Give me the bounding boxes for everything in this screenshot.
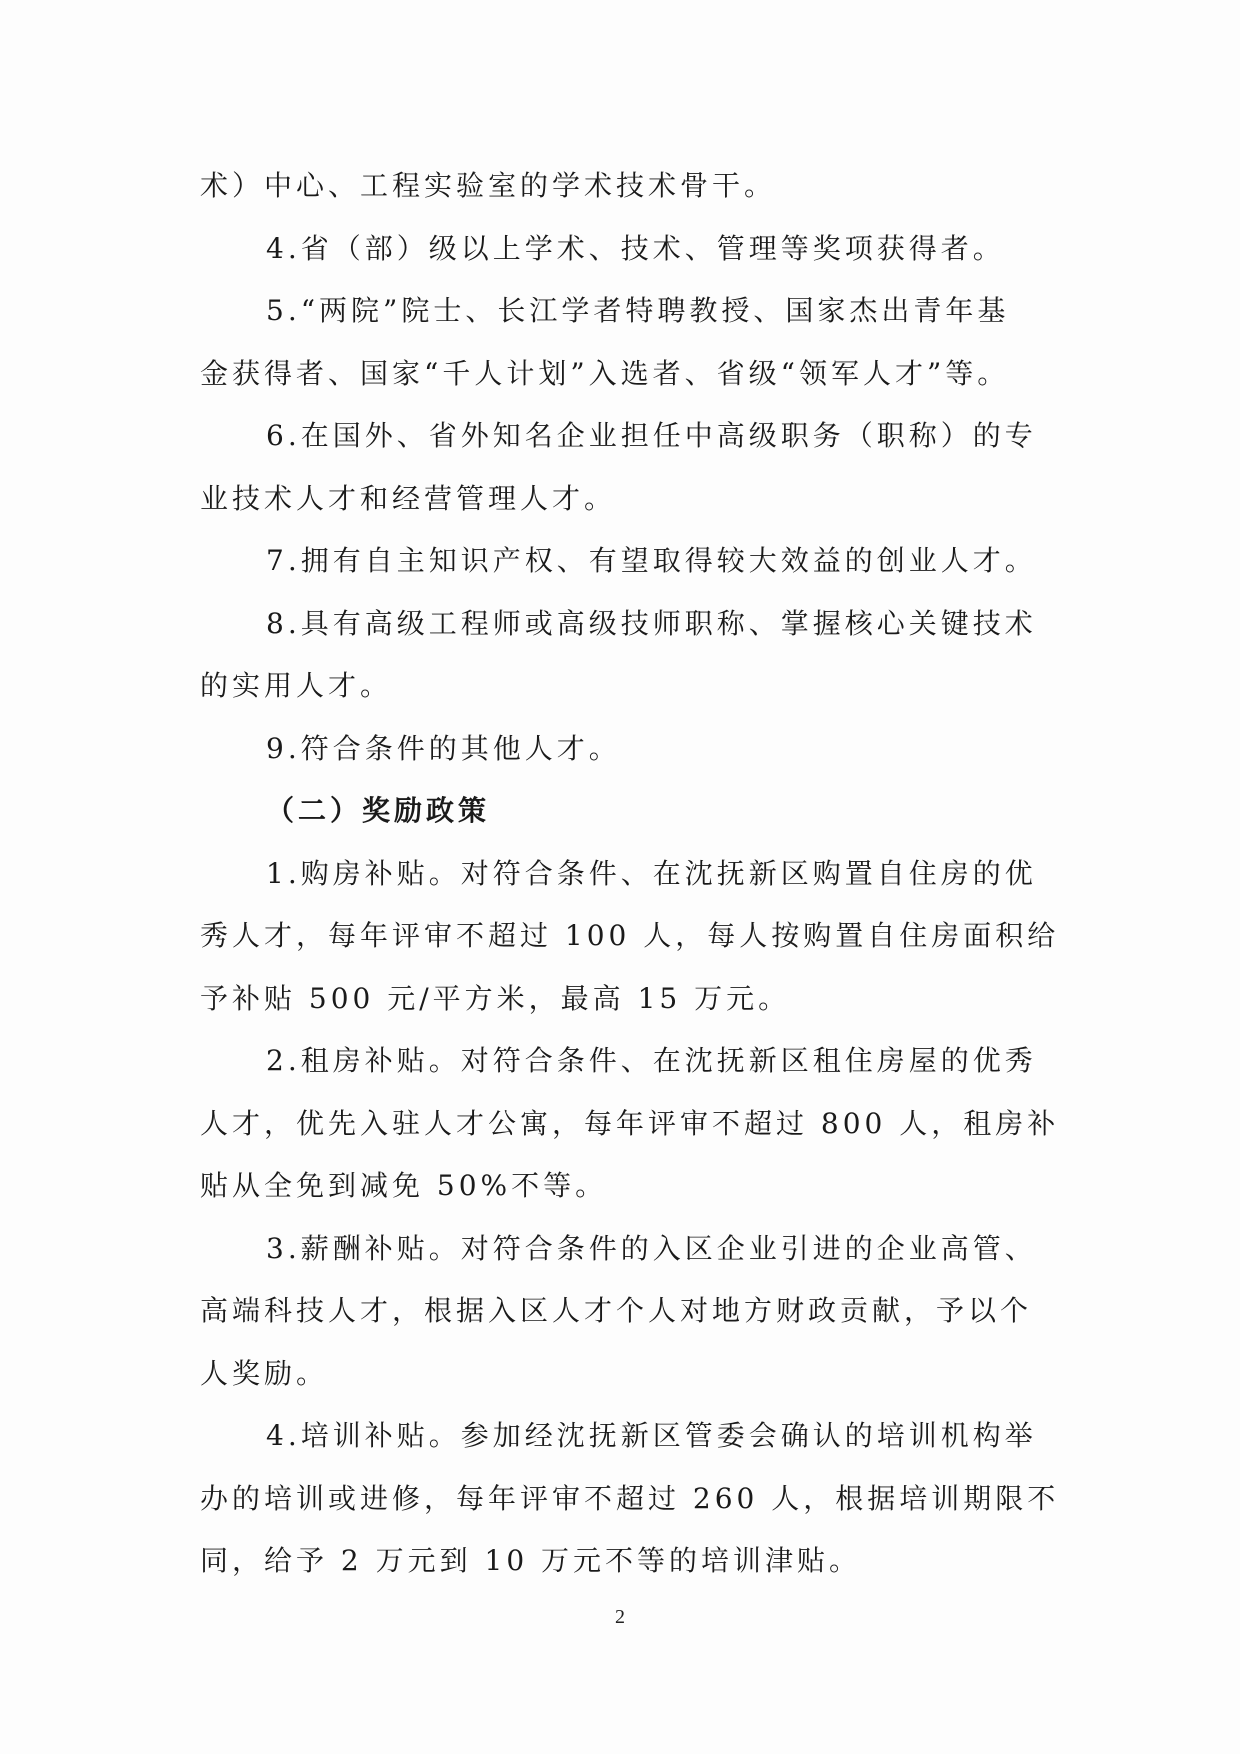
paragraph-line: 4.省（部）级以上学术、技术、管理等奖项获得者。 xyxy=(266,231,1005,265)
paragraph-line: 5.“两院”院士、长江学者特聘教授、国家杰出青年基 xyxy=(266,294,1010,327)
document-body xyxy=(200,155,1062,1593)
paragraph-line: 1.购房补贴。对符合条件、在沈抚新区购置自住房的优 xyxy=(266,856,1037,890)
paragraph-line: 予补贴 500 元/平方米，最高 15 万元。 xyxy=(200,981,791,1015)
paragraph-line: 秀人才，每年评审不超过 100 人，每人按购置自住房面积给 xyxy=(200,919,1060,952)
paragraph-line: 3.薪酬补贴。对符合条件的入区企业引进的企业高管、 xyxy=(266,1231,1037,1265)
paragraph-line: 业技术人才和经营管理人才。 xyxy=(200,481,617,515)
section-heading: （二）奖励政策 xyxy=(266,794,491,827)
paragraph-line: 高端科技人才，根据入区人才个人对地方财政贡献，予以个 xyxy=(200,1294,1033,1327)
paragraph-line: 7.拥有自主知识产权、有望取得较大效益的创业人才。 xyxy=(266,544,1037,577)
paragraph-line: 2.租房补贴。对符合条件、在沈抚新区租住房屋的优秀 xyxy=(266,1044,1037,1077)
paragraph-line: 6.在国外、省外知名企业担任中高级职务（职称）的专 xyxy=(266,419,1037,452)
paragraph-line: 术）中心、工程实验室的学术技术骨干。 xyxy=(200,169,777,202)
paragraph-line: 同，给予 2 万元到 10 万元不等的培训津贴。 xyxy=(200,1544,862,1577)
paragraph-line: 办的培训或进修，每年评审不超过 260 人，根据培训期限不 xyxy=(200,1481,1060,1515)
paragraph-line: 9.符合条件的其他人才。 xyxy=(266,731,621,765)
paragraph-line: 8.具有高级工程师或高级技师职称、掌握核心关键技术 xyxy=(266,606,1037,640)
paragraph-line: 人才，优先入驻人才公寓，每年评审不超过 800 人，租房补 xyxy=(200,1106,1060,1140)
paragraph-line: 的实用人才。 xyxy=(200,669,393,702)
page-number: 2 xyxy=(615,1606,625,1628)
paragraph-line: 人奖励。 xyxy=(200,1356,329,1390)
paragraph-line: 贴从全免到减免 50%不等。 xyxy=(200,1169,608,1202)
paragraph-line: 4.培训补贴。参加经沈抚新区管委会确认的培训机构举 xyxy=(266,1419,1037,1452)
paragraph-line: 金获得者、国家“千人计划”入选者、省级“领军人才”等。 xyxy=(200,356,1010,390)
